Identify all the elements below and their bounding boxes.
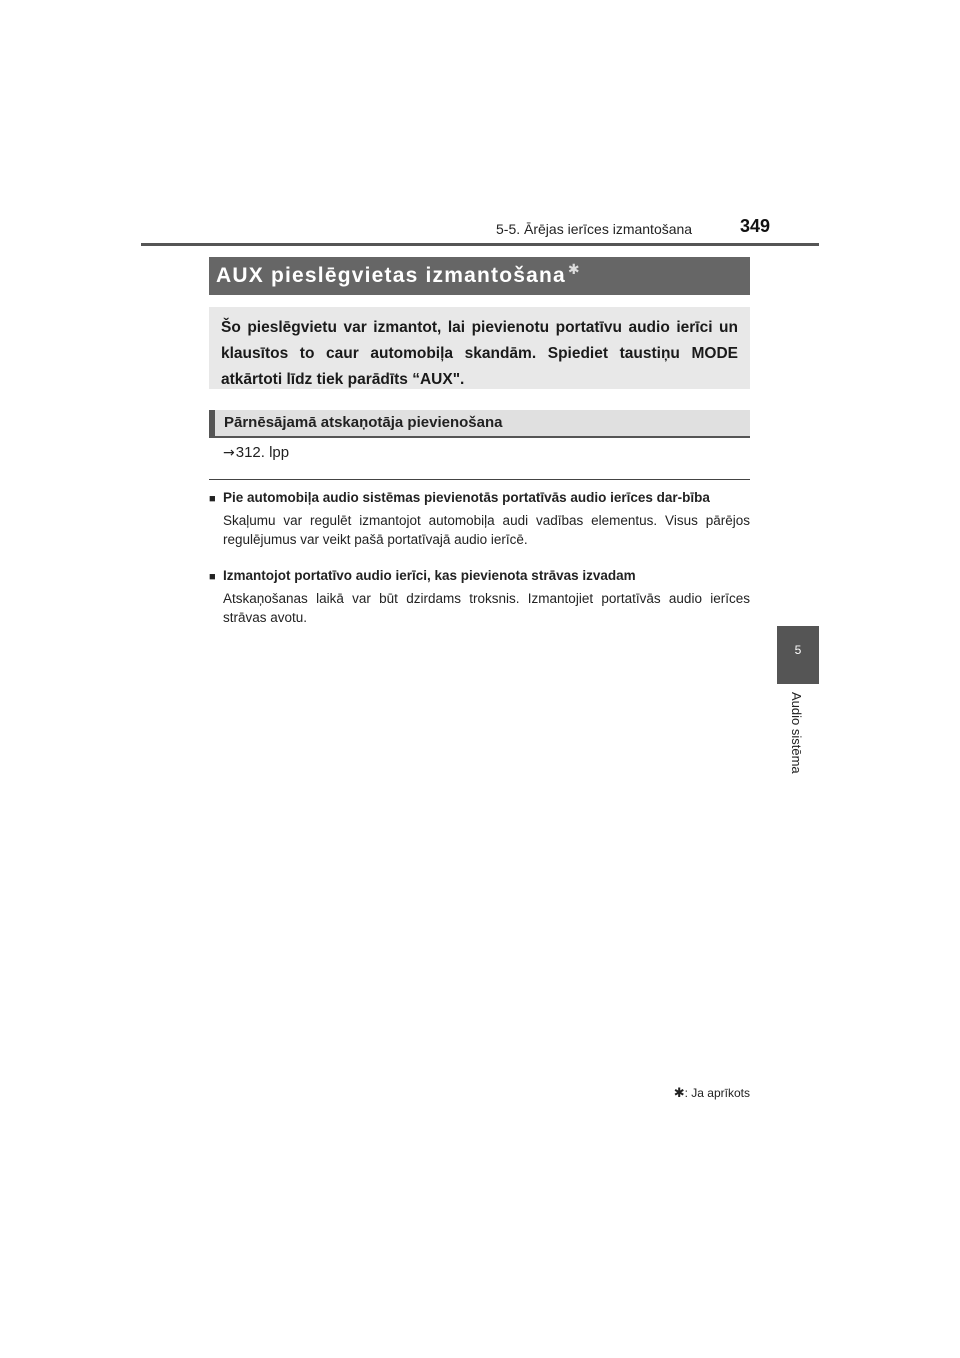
square-bullet-icon: ■ [209,493,216,505]
subheading-text: Pārnēsājamā atskaņotāja pievienošana [224,414,503,431]
section-title-bar [209,257,750,295]
chapter-tab: 5 [777,626,819,684]
page-reference [223,444,289,461]
asterisk-icon: ✱ [673,1086,685,1101]
page-number: 349 [740,216,771,236]
subheading-underline [209,436,750,438]
intro-box: Šo pieslēgvietu var izmantot, lai pievienotu portatīvu audio ierīci un klausītos to caur automobiļa skandām. Spiediet taustiņu MODE atkārtoti līdz tiek parādīts “AUX". [209,307,750,389]
square-bullet-icon: ■ [209,571,216,583]
footnote [640,1086,750,1101]
note-item [209,566,750,627]
subheading-accent [209,410,215,436]
note-title [209,566,750,587]
running-header-section: 5-5. Ārējas ierīces izmantošana [496,221,693,237]
section-title-text: AUX pieslēgvietas izmantošana [216,264,566,287]
subheading-bar [209,410,750,436]
section-title [216,261,581,288]
arrow-right-icon: → [223,445,235,461]
header-divider [141,243,819,246]
note-body: Skaļumu var regulēt izmantojot automobiļa audi vadības elementus. Visus pārējos regulējumus var veikt pašā portatīvajā audio ierīcē. [223,513,750,547]
note-body: Atskaņošanas laikā var būt dzirdams troksnis. Izmantojiet portatīvās audio ierīces strāvas avotu. [223,591,750,625]
footnote-text: : Ja aprīkots [684,1086,750,1100]
asterisk-icon: ✱ [567,261,581,277]
chapter-tab-label: Audio sistēma [789,692,804,774]
note-title-text: Izmantojot portatīvo audio ierīci, kas pievienota strāvas izvadam [223,568,636,583]
note-title [209,488,750,509]
note-title-text: Pie automobiļa audio sistēmas pievienotās portatīvās audio ierīces dar-bība [223,490,710,505]
note-item [209,488,750,549]
notes-divider [209,479,750,480]
page-reference-text: 312. lpp [235,444,290,461]
